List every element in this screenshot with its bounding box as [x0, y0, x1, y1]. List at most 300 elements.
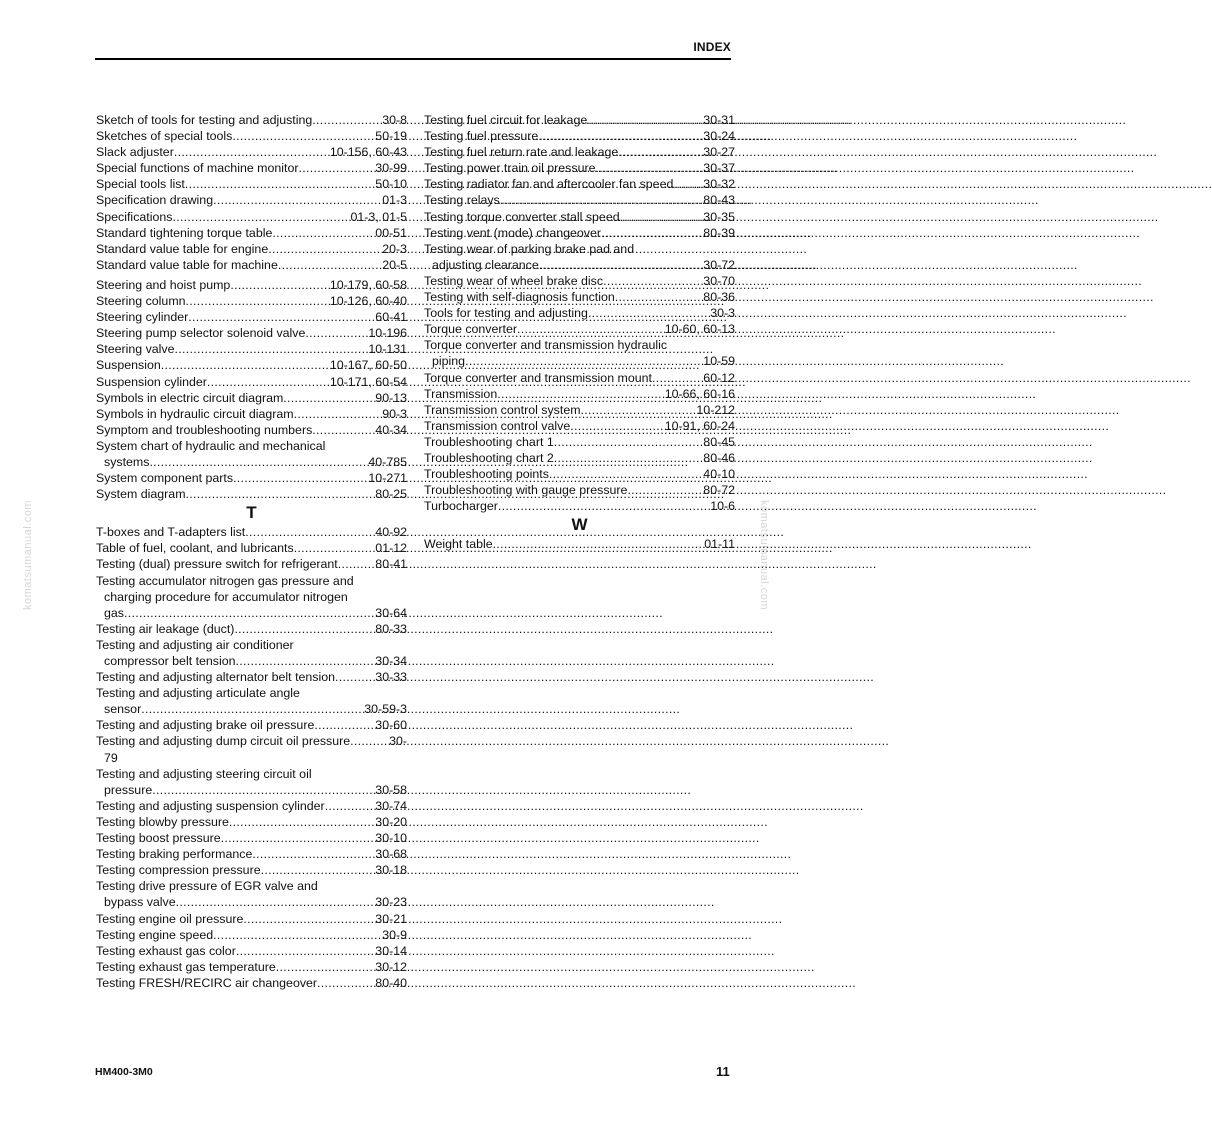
index-entry [96, 192, 407, 208]
index-entry [96, 685, 407, 717]
entry-page-ref: 10-271 [368, 471, 407, 486]
entry-line [424, 209, 735, 225]
entry-line [96, 325, 407, 341]
index-entry [424, 273, 735, 289]
entry-title: Sketch of tools for testing and adjusting [96, 113, 313, 127]
entry-page-ref: 80-43 [703, 193, 735, 208]
entry-line [424, 176, 735, 192]
entry-title: Testing wear of wheel brake disc [424, 273, 604, 288]
leader-dots [172, 209, 350, 225]
entry-title: Standard value table for machine [96, 257, 278, 272]
leader-dots [234, 621, 375, 637]
leader-dots [233, 470, 368, 486]
entry-page-ref: 10-156, 60-43 [329, 145, 407, 160]
leader-dots [245, 524, 375, 540]
leader-dots [243, 911, 375, 927]
entry-title: Specification drawing [96, 193, 214, 208]
index-entry [96, 293, 407, 309]
entry-line [96, 192, 407, 208]
entry-page-ref: 30-24 [703, 129, 735, 144]
index-entry [424, 321, 735, 337]
entry-line [96, 176, 407, 192]
index-entry [96, 390, 407, 406]
entry-line [424, 305, 735, 321]
index-entry [96, 717, 407, 733]
leader-dots [595, 160, 703, 176]
entry-page-ref: 30-8 [382, 113, 407, 127]
entry-line [96, 241, 407, 257]
leader-dots [305, 325, 368, 341]
leader-dots [673, 176, 703, 192]
entry-line [424, 225, 735, 241]
leader-dots [186, 293, 330, 309]
entry-title: Testing and adjusting suspension cylinder [96, 798, 325, 813]
index-entry [96, 637, 407, 669]
entry-page-ref: 30-3 [710, 306, 735, 321]
entry-line [96, 486, 407, 502]
index-entry [424, 160, 735, 176]
entry-line [96, 782, 407, 798]
index-entry [96, 573, 407, 621]
entry-page-ref: 30-10 [375, 831, 407, 846]
entry-line [96, 454, 407, 470]
leader-dots [312, 422, 375, 438]
leader-dots [350, 733, 389, 749]
entry-title: Testing vent (mode) changeover [424, 225, 602, 240]
entry-title: Testing relays [424, 193, 500, 208]
index-entry [96, 277, 407, 293]
leader-dots [554, 434, 704, 450]
index-entry [424, 370, 735, 386]
leader-dots [538, 128, 703, 144]
entry-title: Symbols in electric circuit diagram [96, 390, 284, 405]
index-entry [96, 341, 407, 357]
entry-line [424, 144, 735, 160]
entry-title: Troubleshooting chart 2 [424, 450, 554, 465]
entry-line [424, 418, 735, 434]
entry-line [96, 943, 407, 959]
entry-title-line: charging procedure for accumulator nitrogen [104, 589, 348, 604]
entry-line [424, 498, 735, 514]
entry-line [96, 112, 407, 128]
leader-dots [317, 975, 375, 991]
leader-dots [497, 386, 665, 402]
index-entry [96, 144, 407, 160]
index-entry [96, 911, 407, 927]
index-entry [424, 128, 735, 144]
entry-line [96, 128, 407, 144]
entry-page-ref: 10-167, 60-50 [329, 358, 407, 373]
entry-page-ref: 10-6 [710, 499, 735, 514]
leader-dots [176, 894, 376, 910]
leader-dots [283, 390, 375, 406]
entry-title-line: Torque converter and transmission hydraulic [424, 338, 668, 353]
leader-dots [465, 353, 703, 369]
page-header [95, 40, 731, 60]
entry-line [96, 894, 407, 910]
leader-dots [236, 653, 376, 669]
entry-page-ref: 10-131 [368, 342, 407, 357]
entry-line [96, 798, 407, 814]
footer-page-number: 11 [716, 1064, 730, 1079]
entry-page-ref: 80-46 [703, 450, 735, 465]
entry-title: Troubleshooting with gauge pressure [424, 483, 628, 498]
index-entry [96, 878, 407, 910]
leader-dots [335, 669, 375, 685]
leader-dots [188, 309, 375, 325]
entry-line [424, 112, 735, 128]
entry-page-ref: 30-34 [375, 654, 407, 668]
header-rule [95, 58, 731, 60]
index-entry [96, 814, 407, 830]
watermark-left: komatsumanual.com [22, 500, 34, 610]
entry-title: Sketches of special tools [96, 129, 233, 144]
leader-dots [570, 418, 665, 434]
entry-line [96, 144, 407, 160]
entry-page-ref: 30-14 [375, 943, 407, 958]
entry-title: System component parts [96, 471, 234, 486]
entry-title: Testing fuel return rate and leakage [424, 145, 619, 160]
entry-line [96, 390, 407, 406]
entry-page-ref: 30-21 [375, 911, 407, 926]
entry-page-ref: 10-179, 60-58 [329, 277, 407, 292]
entry-line [96, 975, 407, 991]
entry-line [424, 289, 735, 305]
index-entry [96, 176, 407, 192]
entry-page-ref: 10-60, 60-13 [664, 322, 735, 337]
entry-line [424, 434, 735, 450]
entry-line [96, 621, 407, 637]
index-column-left [96, 112, 407, 991]
entry-title: Testing blowby pressure [96, 814, 229, 829]
entry-line [96, 293, 407, 309]
entry-title: systems [104, 454, 150, 469]
entry-line [96, 160, 407, 176]
entry-title: Testing exhaust gas color [96, 943, 236, 958]
leader-dots [252, 846, 375, 862]
entry-title: Testing (dual) pressure switch for refrigerant [96, 557, 338, 572]
footer-model: HM400-3M0 [95, 1066, 153, 1078]
leader-dots [581, 402, 697, 418]
entry-page-ref: 30-32 [703, 177, 735, 192]
section-heading: W [571, 515, 588, 535]
entry-line [96, 862, 407, 878]
entry-title: gas [104, 605, 124, 620]
entry-line [96, 374, 407, 390]
entry-title: Testing compression pressure [96, 863, 261, 878]
index-entry [96, 846, 407, 862]
index-entry [96, 959, 407, 975]
index-entry [424, 434, 735, 450]
entry-page-ref: 40-34 [375, 422, 407, 437]
leader-dots [294, 406, 383, 422]
leader-dots [261, 862, 376, 878]
index-entry [424, 386, 735, 402]
entry-title: Testing torque converter stall speed [424, 209, 620, 224]
index-entry [96, 798, 407, 814]
index-entry [96, 943, 407, 959]
entry-line [96, 556, 407, 572]
index-entry [424, 466, 735, 482]
leader-dots [652, 370, 703, 386]
leader-dots [213, 192, 382, 208]
entry-title: Special tools list [96, 177, 185, 192]
entry-title-line: Testing and adjusting articulate angle [96, 686, 300, 701]
entry-title: Testing boost pressure [96, 831, 221, 846]
entry-line [96, 406, 407, 422]
leader-dots [229, 814, 375, 830]
entry-page-ref: 30-74 [375, 798, 407, 813]
entry-title: Troubleshooting points [424, 467, 549, 482]
leader-dots [186, 486, 376, 502]
entry-title: Symbols in hydraulic circuit diagram [96, 406, 294, 421]
entry-title: Testing and adjusting dump circuit oil pressure [96, 734, 351, 749]
entry-page-ref: 30-59-3 [364, 702, 407, 717]
index-entry [96, 257, 407, 273]
entry-page-ref: 30-99 [375, 161, 407, 176]
entry-page-ref: 40-92 [375, 525, 407, 540]
entry-title: Testing exhaust gas temperature [96, 959, 276, 974]
entry-line [424, 257, 735, 273]
leader-dots [276, 959, 376, 975]
index-entry [96, 927, 407, 943]
index-entry [424, 176, 735, 192]
entry-page-ref: 10-196 [368, 326, 407, 341]
entry-page-ref: 30-35 [703, 209, 735, 224]
entry-line [424, 321, 735, 337]
entry-page-ref: 10-171, 60-54 [329, 374, 407, 389]
entry-title: Special functions of machine monitor [96, 161, 299, 176]
entry-title: pressure [104, 782, 153, 797]
index-entry [96, 309, 407, 325]
index-entry [96, 540, 407, 556]
entry-page-ref: 30-27 [703, 145, 735, 160]
entry-title: System diagram [96, 487, 186, 502]
index-entry [424, 418, 735, 434]
index-entry [424, 305, 735, 321]
index-entry [96, 357, 407, 373]
entry-title: Transmission control system [424, 402, 581, 417]
leader-dots [268, 241, 382, 257]
entry-page-ref: 30-18 [375, 863, 407, 878]
entry-title: Steering column [96, 294, 186, 309]
entry-page-ref: 30-23 [375, 895, 407, 910]
index-entry [424, 144, 735, 160]
entry-title: piping [432, 354, 466, 369]
entry-title: Symptom and troubleshooting numbers [96, 422, 313, 437]
index-entry [96, 733, 407, 765]
entry-page-ref: 80-72 [703, 483, 735, 498]
entry-page-ref: 10-126, 60-40 [329, 294, 407, 309]
entry-line [424, 386, 735, 402]
entry-line [96, 653, 407, 669]
entry-line [96, 309, 407, 325]
entry-page-ref: 10-91, 60-24 [664, 418, 735, 433]
entry-title: Testing engine speed [96, 927, 214, 942]
entry-title: Testing engine oil pressure [96, 911, 244, 926]
entry-title: Steering pump selector solenoid valve [96, 326, 306, 341]
index-entry [96, 669, 407, 685]
leader-dots [601, 225, 703, 241]
leader-dots [294, 540, 376, 556]
entry-page-ref: 60-12 [703, 370, 735, 385]
entry-title: bypass valve [104, 895, 176, 910]
index-entry [96, 524, 407, 540]
entry-line [96, 927, 407, 943]
entry-line [96, 341, 407, 357]
index-entry [96, 112, 407, 128]
index-entry [96, 422, 407, 438]
entry-page-ref: 20-5 [382, 257, 407, 272]
entry-line [96, 846, 407, 862]
entry-line [96, 814, 407, 830]
entry-title: Torque converter and transmission mount [424, 370, 652, 385]
entry-page-ref: 30-70 [703, 273, 735, 288]
index-entry [424, 337, 735, 369]
entry-line [96, 701, 407, 717]
entry-line [96, 830, 407, 846]
leader-dots [149, 454, 368, 470]
entry-title: Testing power train oil pressure [424, 161, 596, 176]
index-entry [96, 621, 407, 637]
leader-dots [620, 209, 704, 225]
entry-title-line: Testing wear of parking brake pad and [424, 241, 635, 256]
index-entry [96, 325, 407, 341]
entry-page-ref: 01-3 [382, 193, 407, 208]
entry-page-ref: 80-41 [375, 557, 407, 572]
entry-page-ref: 01-12 [375, 541, 407, 556]
entry-line [96, 524, 407, 540]
entry-page-ref: 10-59 [703, 354, 735, 369]
leader-dots [232, 128, 375, 144]
leader-dots [627, 482, 703, 498]
leader-dots [588, 305, 710, 321]
entry-line [96, 959, 407, 975]
index-entry [96, 975, 407, 991]
leader-dots [213, 927, 382, 943]
entry-line [96, 605, 407, 621]
entry-line [424, 192, 735, 208]
index-entry [424, 450, 735, 466]
leader-dots [174, 144, 330, 160]
index-entry [96, 241, 407, 257]
entry-title: Testing radiator fan and aftercooler fan speed [424, 177, 674, 192]
leader-dots [152, 782, 375, 798]
entry-page-ref: 30-20 [375, 814, 407, 829]
entry-title-line: Testing and adjusting air conditioner [96, 637, 294, 652]
leader-dots [221, 830, 376, 846]
leader-dots [185, 176, 375, 192]
entry-title-line: Testing accumulator nitrogen gas pressure and [96, 573, 354, 588]
entry-title: Transmission [424, 386, 498, 401]
index-entry [424, 112, 735, 128]
entry-page-ref: 80-45 [703, 434, 735, 449]
entry-title-line: Testing and adjusting steering circuit oil [96, 766, 312, 781]
leader-dots [618, 144, 703, 160]
entry-title: Testing and adjusting brake oil pressure [96, 718, 315, 733]
index-entry [96, 830, 407, 846]
entry-title: sensor [104, 702, 142, 717]
entry-line [424, 273, 735, 289]
leader-dots [141, 701, 364, 717]
entry-title: Steering cylinder [96, 310, 189, 325]
header-title: INDEX [693, 40, 731, 54]
entry-page-ref: 30-72 [703, 257, 735, 272]
entry-page-ref: 20-3 [382, 241, 407, 256]
entry-title: Transmission control valve [424, 418, 571, 433]
entry-page-ref: 40-10 [703, 467, 735, 482]
entry-line [96, 277, 407, 293]
entry-title: Testing with self-diagnosis function [424, 290, 615, 305]
entry-line [96, 422, 407, 438]
entry-page-ref: 30-12 [375, 959, 407, 974]
index-entry [424, 209, 735, 225]
entry-line [424, 482, 735, 498]
index-column-right [424, 112, 735, 552]
entry-line [96, 669, 407, 685]
leader-dots [299, 160, 376, 176]
index-entry [96, 470, 407, 486]
entry-title: Slack adjuster [96, 145, 174, 160]
index-entry [96, 556, 407, 572]
entry-line [424, 466, 735, 482]
entry-line [96, 733, 407, 749]
leader-dots [500, 192, 704, 208]
entry-title: Weight table [424, 537, 493, 552]
entry-page-ref: 40-785 [368, 454, 407, 469]
entry-title-line: Testing drive pressure of EGR valve and [96, 879, 318, 894]
index-entry [96, 486, 407, 502]
leader-dots [207, 374, 330, 390]
index-entry [424, 536, 735, 552]
entry-page-ref: 01-3, 01-5 [350, 209, 407, 224]
index-entry [96, 438, 407, 470]
entry-page-ref: 90-13 [375, 390, 407, 405]
entry-title: Suspension cylinder [96, 374, 207, 389]
index-entry [96, 766, 407, 798]
entry-line [96, 257, 407, 273]
leader-dots [236, 943, 375, 959]
entry-page-ref: 30-33 [375, 670, 407, 685]
entry-title: adjusting clearance [432, 257, 539, 272]
leader-dots [278, 257, 382, 273]
entry-title: Steering and hoist pump [96, 277, 231, 292]
entry-line [424, 160, 735, 176]
index-entry [96, 862, 407, 878]
leader-dots [554, 450, 704, 466]
entry-title: Testing air leakage (duct) [96, 621, 235, 636]
entry-title: Torque converter [424, 322, 517, 337]
leader-dots [493, 536, 705, 552]
leader-dots [175, 341, 369, 357]
entry-line [96, 225, 407, 241]
index-entry [424, 192, 735, 208]
index-entry [424, 498, 735, 514]
index-entry [96, 209, 407, 225]
entry-page-ref: 90-3 [382, 406, 407, 421]
entry-line [96, 209, 407, 225]
entry-title: Specifications [96, 209, 173, 224]
entry-title: T-boxes and T-adapters list [96, 525, 246, 540]
leader-dots [230, 277, 330, 293]
entry-line [96, 717, 407, 733]
entry-page-ref: 10-212 [696, 402, 735, 417]
entry-title: compressor belt tension [104, 654, 236, 668]
leader-dots [539, 257, 704, 273]
index-entry [424, 402, 735, 418]
entry-page-ref: 50-10 [375, 177, 407, 192]
leader-dots [498, 498, 710, 514]
